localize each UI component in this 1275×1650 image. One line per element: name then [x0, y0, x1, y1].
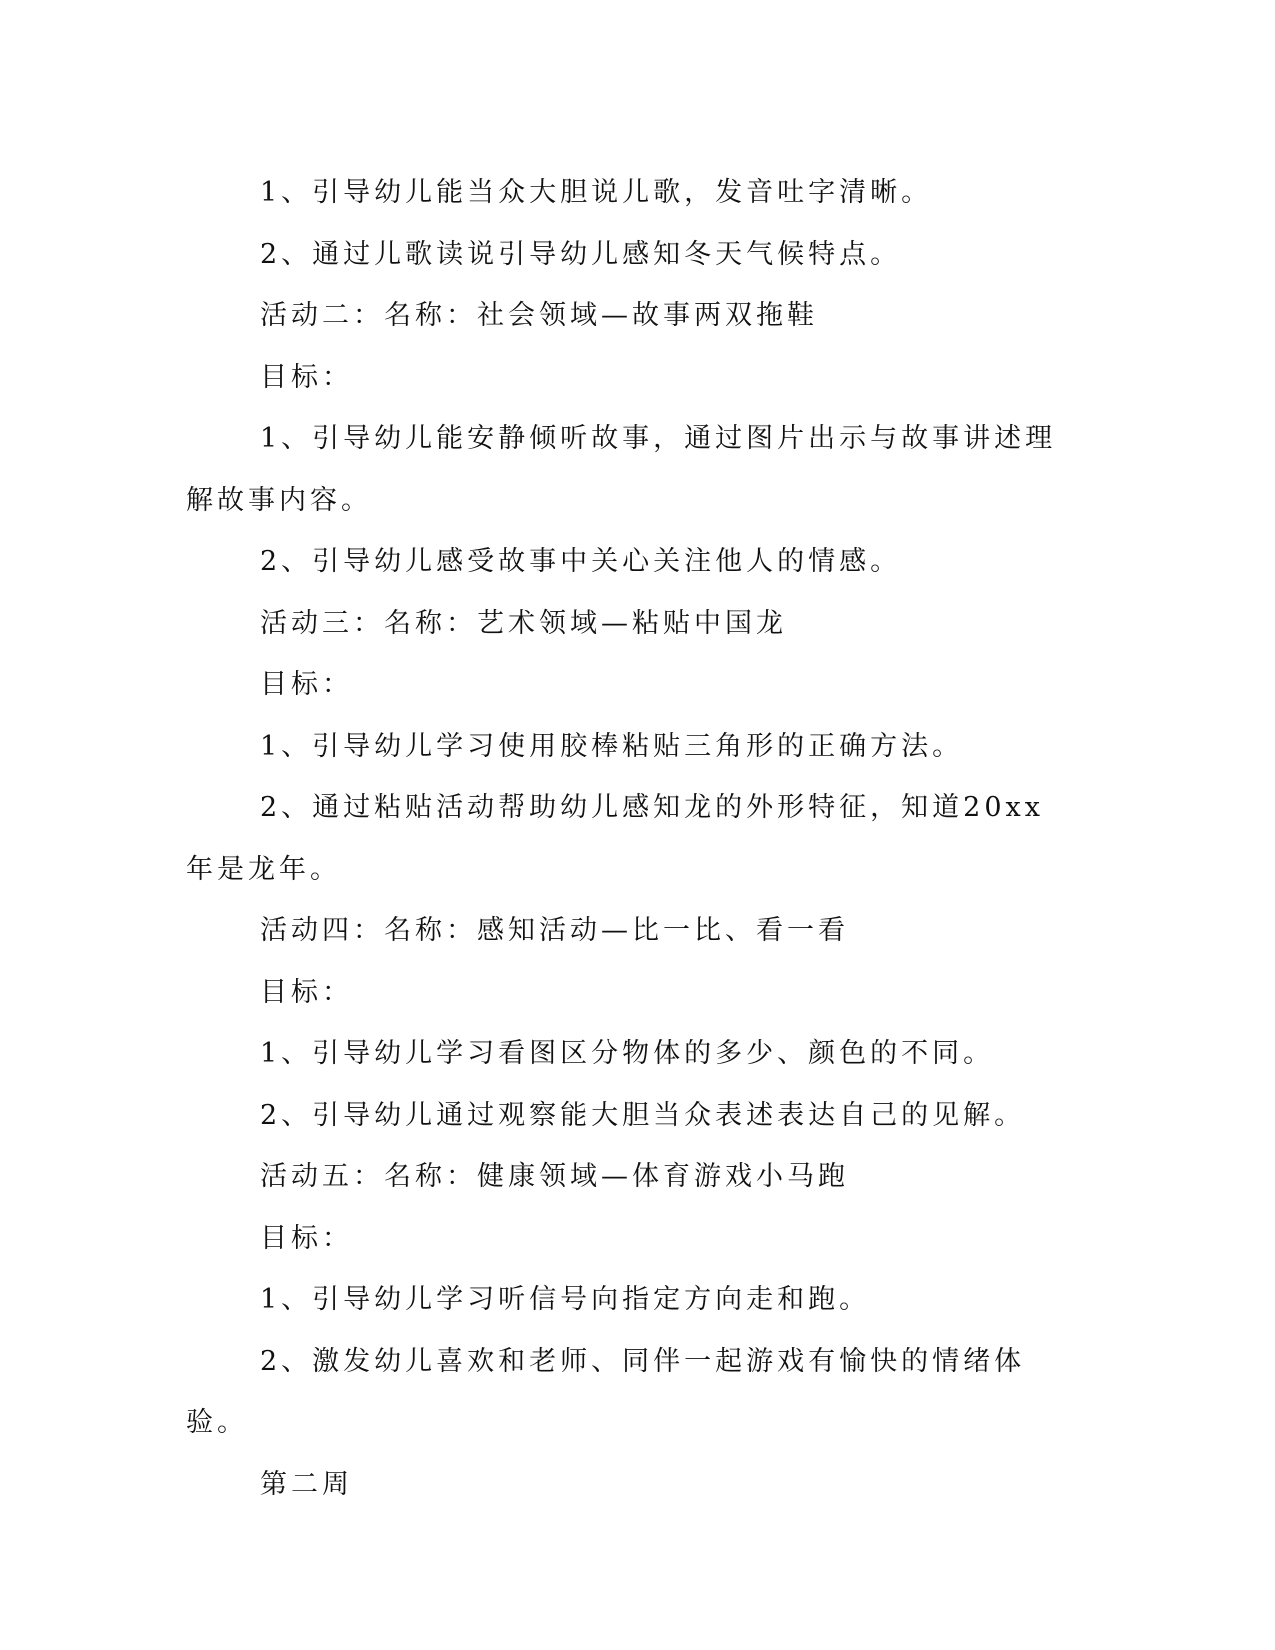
document-body [186, 162, 1066, 1515]
goal-label: 目标： [260, 1222, 353, 1254]
goal-label: 目标： [260, 361, 353, 393]
paragraph: 1、引导幼儿学习看图区分物体的多少、颜色的不同。 [260, 1038, 995, 1069]
paragraph: 2、通过粘贴活动帮助幼儿感知龙的外形特征，知道20xx年是龙年。 [186, 792, 1044, 885]
activity-heading: 活动五：名称：健康领域—体育游戏小马跑 [260, 1161, 849, 1192]
paragraph: 2、引导幼儿感受故事中关心关注他人的情感。 [260, 546, 902, 577]
paragraph: 1、引导幼儿学习听信号向指定方向走和跑。 [260, 1284, 871, 1315]
paragraph: 1、引导幼儿能当众大胆说儿歌，发音吐字清晰。 [260, 177, 933, 208]
activity-heading: 活动二：名称：社会领域—故事两双拖鞋 [260, 300, 818, 331]
goal-label: 目标： [260, 976, 353, 1008]
activity-heading: 活动四：名称：感知活动—比一比、看一看 [260, 915, 849, 946]
paragraph: 1、引导幼儿能安静倾听故事，通过图片出示与故事讲述理解故事内容。 [186, 423, 1057, 516]
paragraph: 2、引导幼儿通过观察能大胆当众表述表达自己的见解。 [260, 1099, 1026, 1131]
goal-label: 目标： [260, 669, 353, 700]
week-heading: 第二周 [260, 1468, 353, 1500]
paragraph: 2、激发幼儿喜欢和老师、同伴一起游戏有愉快的情绪体验。 [186, 1345, 1026, 1438]
paragraph: 2、通过儿歌读说引导幼儿感知冬天气候特点。 [260, 238, 902, 270]
paragraph: 1、引导幼儿学习使用胶棒粘贴三角形的正确方法。 [260, 730, 964, 762]
activity-heading: 活动三：名称：艺术领域—粘贴中国龙 [260, 607, 787, 639]
